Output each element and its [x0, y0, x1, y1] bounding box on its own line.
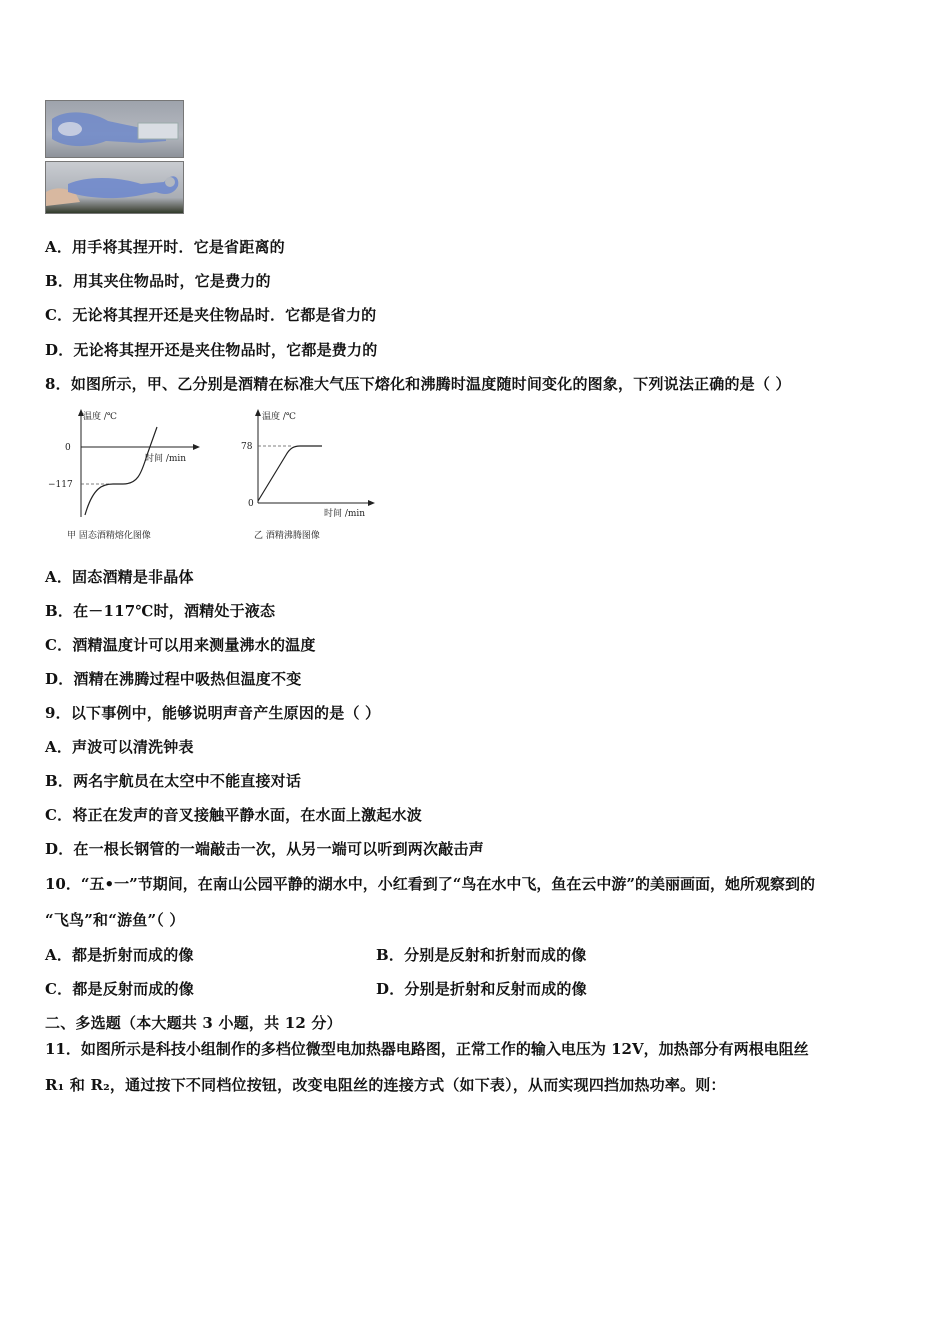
q7-option-d: D．无论将其捏开还是夹住物品时，它都是费力的 — [45, 341, 378, 359]
graph-a-tick-zero: 0 — [65, 443, 71, 453]
q10-option-c: C．都是反射而成的像 — [45, 980, 194, 998]
graph-a-caption: 甲 固态酒精熔化图像 — [67, 531, 151, 541]
graph-b-caption: 乙 酒精沸腾图像 — [254, 531, 320, 541]
graph-b-tick-boil: 78 — [241, 442, 253, 452]
q8-option-c: C．酒精温度计可以用来测量沸水的温度 — [45, 636, 316, 654]
q11-stem-2: R₁ 和 R₂，通过按下不同档位按钮，改变电阻丝的连接方式（如下表），从而实现四挡加热功率。则： — [45, 1076, 726, 1094]
graph-a-xlabel: 时间 /min — [145, 454, 187, 464]
q9-option-a: A．声波可以清洗钟表 — [45, 738, 194, 756]
graph-a-tick-melt: −117 — [48, 480, 73, 490]
melting-graph — [45, 405, 205, 545]
q7-option-a: A．用手将其捏开时．它是省距离的 — [45, 238, 285, 256]
q8-option-a: A．固态酒精是非晶体 — [45, 568, 194, 586]
clip-photo-open — [45, 100, 184, 158]
boiling-graph — [240, 405, 385, 545]
q8-stem: 8．如图所示，甲、乙分别是酒精在标准大气压下熔化和沸腾时温度随时间变化的图象，下列说法正确的是（ ） — [45, 375, 791, 393]
graph-a-ylabel: 温度 /℃ — [83, 412, 117, 422]
graph-b-ylabel: 温度 /℃ — [262, 412, 296, 422]
q9-option-b: B．两名宇航员在太空中不能直接对话 — [45, 772, 302, 790]
q10-stem-2: “飞鸟”和“游鱼”（ ） — [45, 911, 185, 929]
q10-option-d: D．分别是折射和反射而成的像 — [376, 980, 587, 998]
q9-option-d: D．在一根长钢管的一端敲击一次，从另一端可以听到两次敲击声 — [45, 840, 484, 858]
q7-option-c: C．无论将其捏开还是夹住物品时．它都是省力的 — [45, 306, 377, 324]
q7-option-b: B．用其夹住物品时，它是费力的 — [45, 272, 271, 290]
section-title: 二、多选题（本大题共 3 小题，共 12 分） — [45, 1014, 342, 1032]
graph-b-tick-zero: 0 — [248, 499, 254, 509]
q9-option-c: C．将正在发声的音叉接触平静水面，在水面上激起水波 — [45, 806, 422, 824]
q8-option-b: B．在－117℃时，酒精处于液态 — [45, 602, 276, 620]
q11-stem-1: 11．如图所示是科技小组制作的多档位微型电加热器电路图，正常工作的输入电压为 12V，加热部分有两根电阻丝 — [45, 1040, 809, 1058]
q10-stem-1: 10．“五•一”节期间，在南山公园平静的湖水中，小红看到了“鸟在水中飞，鱼在云中游”的美丽画面，她所观察到的 — [45, 875, 815, 893]
graph-b-xlabel: 时间 /min — [324, 509, 366, 519]
clip-photo-hand — [45, 161, 184, 214]
q10-option-b: B．分别是反射和折射而成的像 — [376, 946, 587, 964]
q8-option-d: D．酒精在沸腾过程中吸热但温度不变 — [45, 670, 302, 688]
q10-option-a: A．都是折射而成的像 — [45, 946, 194, 964]
q9-stem: 9．以下事例中，能够说明声音产生原因的是（ ） — [45, 704, 381, 722]
